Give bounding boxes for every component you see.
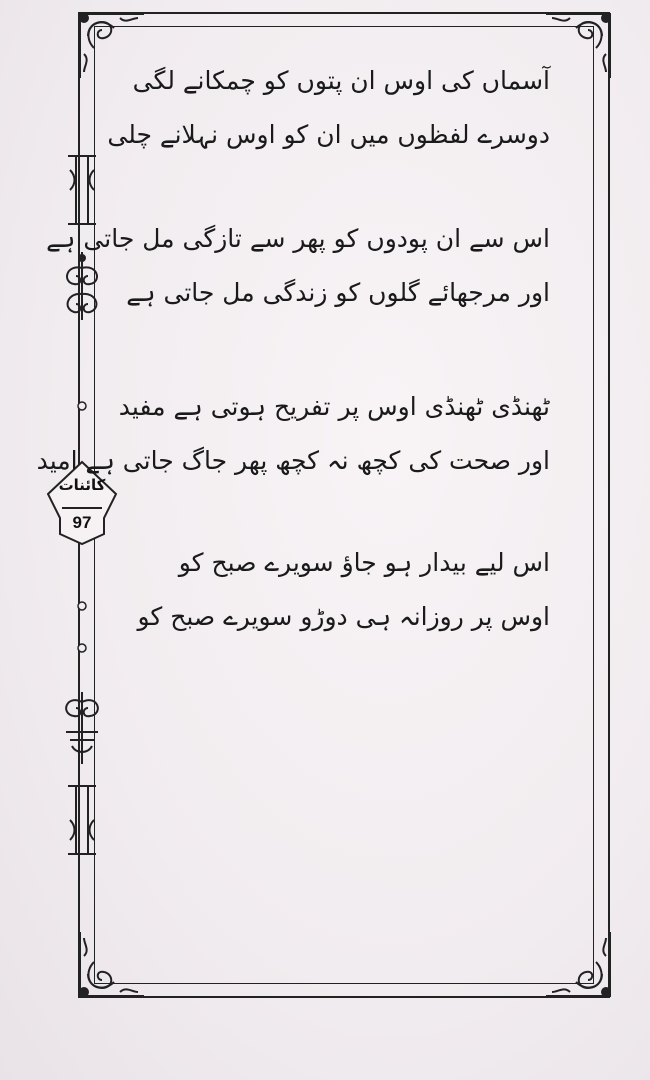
poem-line: ٹھنڈی ٹھنڈی اوس پر تفریح ہوتی ہے مفید bbox=[118, 392, 550, 421]
poem-line: اس لیے بیدار ہو جاؤ سویرے صبح کو bbox=[178, 548, 550, 577]
floral-ornament-icon bbox=[56, 688, 108, 768]
corner-flourish-icon bbox=[542, 928, 616, 1002]
poem-line: اور مرجھائے گلوں کو زندگی مل جاتی ہے bbox=[126, 278, 550, 307]
corner-flourish-icon bbox=[74, 928, 148, 1002]
corner-flourish-icon bbox=[542, 8, 616, 82]
page-number: 97 bbox=[72, 513, 92, 532]
poem-line: دوسرے لفظوں میں ان کو اوس نہلانے چلی bbox=[107, 120, 550, 149]
poem-line: آسماں کی اوس ان پتوں کو چمکانے لگی bbox=[132, 66, 550, 95]
pillar-ornament-icon bbox=[62, 780, 102, 860]
poem-line: اوس پر روزانہ ہی دوڑو سویرے صبح کو bbox=[137, 602, 550, 631]
poem-line: اس سے ان پودوں کو پھر سے تازگی مل جاتی ہے bbox=[46, 224, 550, 253]
stanza bbox=[107, 54, 550, 162]
badge-title: کائنات bbox=[58, 476, 106, 494]
dot-ornament-icon bbox=[72, 396, 92, 416]
stanza bbox=[46, 212, 550, 320]
dot-ornament-icon bbox=[72, 638, 92, 658]
stanza bbox=[120, 536, 550, 644]
poem-line: اور صحت کی کچھ نہ کچھ پھر جاگ جاتی ہے امید bbox=[36, 446, 550, 475]
dot-ornament-icon bbox=[72, 596, 92, 616]
